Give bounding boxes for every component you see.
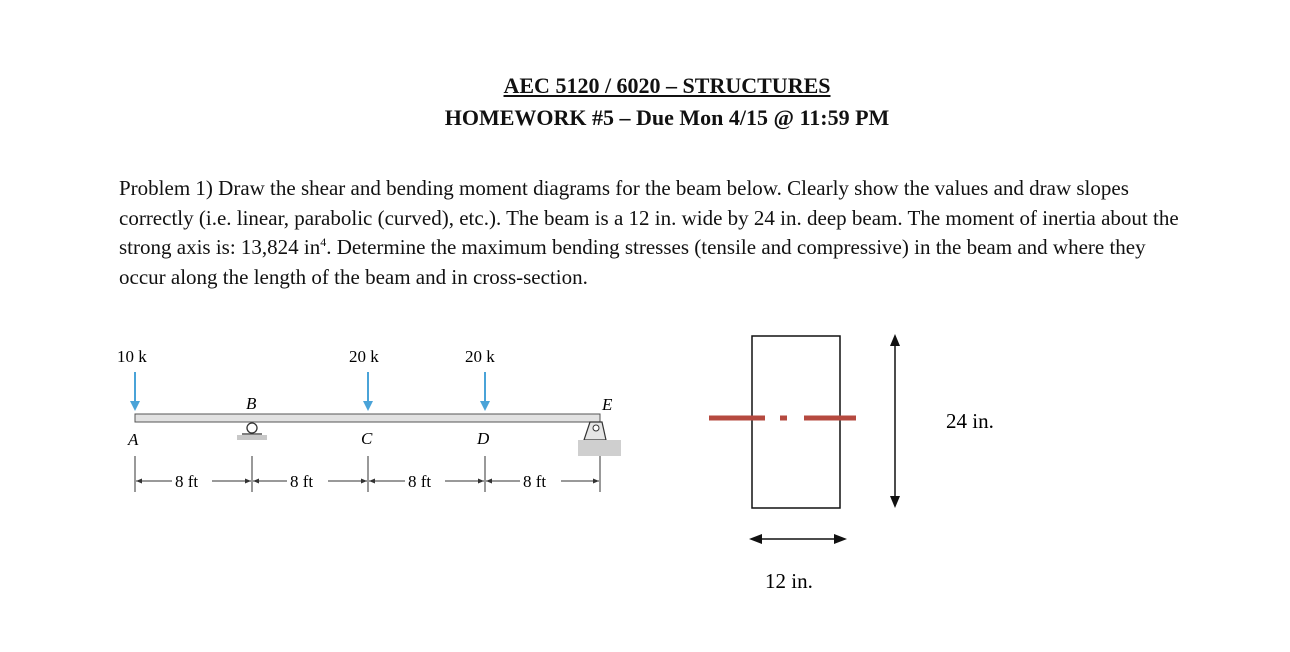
span-label-de: 8 ft bbox=[523, 472, 547, 491]
problem-text: Problem 1) Draw the shear and bending moment diagrams for the beam below. Clearly show the values and draw slopes correctly (i.e. linear, parabolic (curved), etc.). The beam is a 12 in. wide by 24 in. deep beam. The moment of inertia about the strong axis is: 13,824 in bbox=[119, 176, 1179, 259]
point-d-label: D bbox=[477, 429, 490, 448]
exponent: 4 bbox=[320, 235, 327, 249]
load-label-d: 20 k bbox=[465, 347, 495, 366]
width-dimension-arrow bbox=[749, 534, 847, 544]
beam-diagram bbox=[117, 347, 621, 492]
point-e-label: E bbox=[602, 395, 613, 414]
beam bbox=[135, 414, 600, 422]
span-label-ab: 8 ft bbox=[175, 472, 199, 491]
load-arrow-d bbox=[480, 372, 490, 411]
load-label-a: 10 k bbox=[117, 347, 147, 366]
width-label: 12 in. bbox=[765, 569, 813, 593]
point-c-label: C bbox=[361, 429, 373, 448]
pin-support-e bbox=[578, 422, 621, 456]
load-arrow-c bbox=[363, 372, 373, 411]
cross-section-rect bbox=[752, 336, 840, 508]
cross-section-diagram bbox=[709, 334, 994, 593]
roller-support-b bbox=[237, 423, 267, 440]
span-label-bc: 8 ft bbox=[290, 472, 314, 491]
problem-text-continued: . Determine the maximum bending stresses (tensile and compressive) in the beam and where they occur along the length of the beam and in cross-section. bbox=[119, 235, 1146, 289]
point-b-label: B bbox=[246, 394, 257, 413]
height-label: 24 in. bbox=[946, 409, 994, 433]
homework-title: HOMEWORK #5 – Due Mon 4/15 @ 11:59 PM bbox=[444, 105, 890, 130]
load-arrow-a bbox=[130, 372, 140, 411]
point-a-label: A bbox=[128, 430, 139, 449]
height-dimension-arrow bbox=[890, 334, 900, 508]
course-title: AEC 5120 / 6020 – STRUCTURES bbox=[503, 73, 831, 98]
span-label-cd: 8 ft bbox=[408, 472, 432, 491]
load-label-c: 20 k bbox=[349, 347, 379, 366]
